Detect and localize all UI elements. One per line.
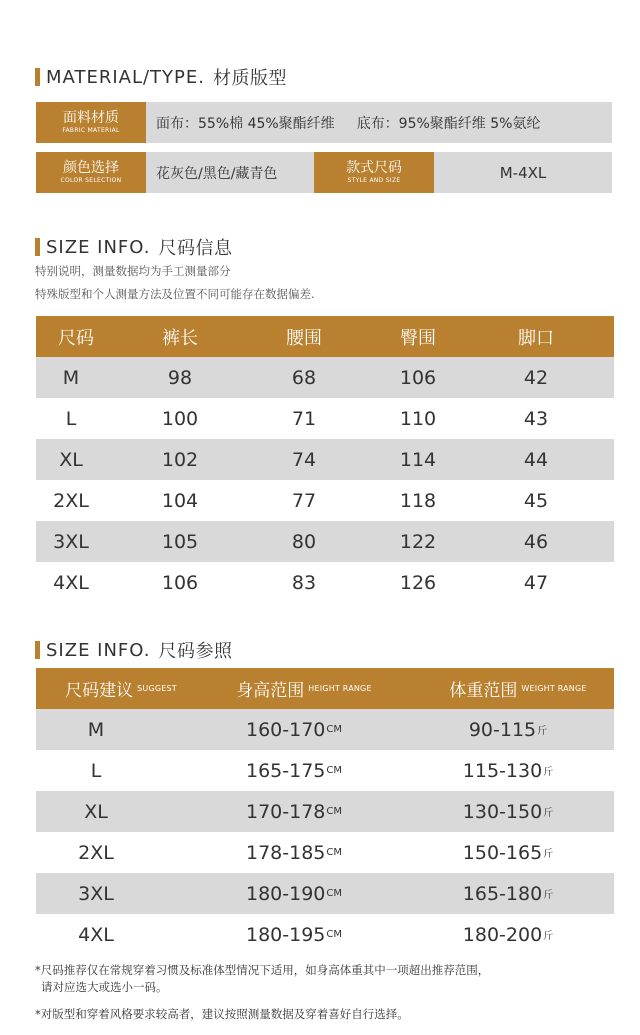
length-cell: 102: [161, 448, 199, 471]
suggest-cell: 4XL: [78, 923, 114, 946]
size-cell: 3XL: [53, 530, 89, 553]
title-accent-bar: [35, 68, 40, 86]
header-height-cn: 身高范围: [236, 681, 305, 701]
weight-unit: 斤: [543, 890, 554, 901]
fabric-row: [36, 102, 612, 143]
weight-value: 90-115: [468, 718, 537, 741]
hem-cell: 47: [523, 571, 549, 594]
header-length: 裤长: [162, 327, 198, 349]
fabric-tag: [36, 102, 146, 143]
material-title-cn: 材质版型: [212, 68, 287, 89]
hem-cell: 46: [523, 530, 549, 553]
table-row: [36, 750, 614, 791]
hem-cell: 42: [523, 366, 549, 389]
weight-cell: [428, 914, 588, 955]
table-row: [36, 791, 614, 832]
size-info-title-cn: 尺码信息: [158, 238, 233, 259]
length-cell: 105: [161, 530, 199, 553]
height-unit: CM: [326, 806, 342, 817]
header-height-en: HEIGHT RANGE: [308, 684, 372, 693]
height-unit: CM: [326, 724, 342, 735]
waist-cell: 80: [291, 530, 317, 553]
height-cell: [214, 791, 374, 832]
height-value: 160-170: [245, 718, 326, 741]
header-suggest-cn: 尺码建议: [65, 681, 134, 701]
size-ref-header: [36, 668, 614, 709]
sizes-cell: [434, 152, 612, 193]
table-row: [36, 914, 614, 955]
suggest-cell: XL: [84, 800, 108, 823]
waist-cell: 68: [291, 366, 317, 389]
table-row: [36, 357, 614, 398]
length-cell: 98: [167, 366, 193, 389]
height-value: 178-185: [245, 841, 326, 864]
colors-value: 花灰色/黑色/藏青色: [156, 165, 278, 182]
weight-cell: [428, 709, 588, 750]
height-unit: CM: [326, 888, 342, 899]
waist-cell: 74: [291, 448, 317, 471]
style-tag: [314, 152, 434, 193]
height-unit: CM: [326, 765, 342, 776]
hem-cell: 44: [523, 448, 549, 471]
footnote-line-2: 请对应选大或选小一码。: [41, 980, 168, 994]
header-waist: 腰围: [286, 327, 322, 349]
size-cell: 2XL: [53, 489, 89, 512]
weight-cell: [428, 832, 588, 873]
waist-cell: 71: [291, 407, 317, 430]
footnote-1: [35, 962, 489, 996]
weight-value: 130-150: [462, 800, 543, 823]
header-hip: 臀围: [400, 327, 436, 349]
fabric-tag-cn: 面料材质: [63, 109, 119, 126]
weight-unit: 斤: [543, 931, 554, 942]
height-value: 180-195: [245, 923, 326, 946]
weight-cell: [428, 873, 588, 914]
weight-value: 150-165: [462, 841, 543, 864]
size-ref-table: [36, 668, 614, 955]
length-cell: 104: [161, 489, 199, 512]
height-cell: [214, 832, 374, 873]
weight-value: 165-180: [462, 882, 543, 905]
size-note-1: 特别说明，测量数据均为手工测量部分: [35, 264, 231, 278]
size-ref-title: [35, 637, 232, 663]
size-cell: M: [62, 366, 80, 389]
size-cell: L: [65, 407, 77, 430]
title-accent-bar: [35, 238, 40, 256]
hip-cell: 126: [399, 571, 437, 594]
waist-cell: 83: [291, 571, 317, 594]
size-cell: XL: [59, 448, 83, 471]
hip-cell: 106: [399, 366, 437, 389]
hem-cell: 45: [523, 489, 549, 512]
size-ref-title-en: SIZE INFO.: [46, 639, 151, 661]
header-weight-en: WEIGHT RANGE: [521, 684, 587, 693]
weight-unit: 斤: [537, 726, 548, 737]
table-row: [36, 521, 614, 562]
height-value: 170-178: [245, 800, 326, 823]
size-info-header: [36, 316, 614, 357]
hip-cell: 110: [399, 407, 437, 430]
size-note-2: 特殊版型和个人测量方法及位置不同可能存在数据偏差.: [35, 287, 315, 301]
weight-cell: [428, 750, 588, 791]
suggest-cell: 2XL: [78, 841, 114, 864]
size-cell: 4XL: [53, 571, 89, 594]
weight-cell: [428, 791, 588, 832]
weight-value: 115-130: [462, 759, 543, 782]
height-unit: CM: [326, 929, 342, 940]
table-row: [36, 439, 614, 480]
size-info-title-en: SIZE INFO.: [46, 236, 151, 258]
table-row: [36, 709, 614, 750]
header-size: 尺码: [58, 327, 94, 349]
table-row: [36, 562, 614, 603]
table-row: [36, 398, 614, 439]
length-cell: 100: [161, 407, 199, 430]
weight-unit: 斤: [543, 849, 554, 860]
size-info-table: [36, 316, 614, 603]
color-tag-en: COLOR SELECTION: [60, 176, 122, 184]
header-hem: 脚口: [518, 327, 554, 349]
header-suggest: [36, 668, 206, 709]
length-cell: 106: [161, 571, 199, 594]
footnote-2: *对版型和穿着风格要求较高者，建议按照测量数据及穿着喜好自行选择。: [35, 1007, 409, 1021]
height-cell: [214, 750, 374, 791]
height-unit: CM: [326, 847, 342, 858]
color-style-row: [36, 152, 612, 193]
footnote-line-1: *尺码推荐仅在常规穿着习惯及标准体型情况下适用，如身高体重其中一项超出推荐范围，: [35, 963, 490, 977]
style-tag-en: STYLE AND SIZE: [347, 176, 401, 184]
material-title-en: MATERIAL/TYPE.: [46, 66, 205, 88]
table-row: [36, 480, 614, 521]
weight-unit: 斤: [543, 808, 554, 819]
fabric-base: 底布：95%聚酯纤维 5%氨纶: [356, 115, 541, 132]
material-section-title: [35, 64, 287, 90]
header-height: [214, 668, 394, 709]
weight-unit: 斤: [543, 767, 554, 778]
title-accent-bar: [35, 641, 40, 659]
suggest-cell: 3XL: [78, 882, 114, 905]
sizes-value: M-4XL: [499, 163, 547, 182]
weight-value: 180-200: [462, 923, 543, 946]
table-row: [36, 873, 614, 914]
color-tag-cn: 颜色选择: [63, 159, 119, 176]
height-cell: [214, 709, 374, 750]
height-cell: [214, 873, 374, 914]
fabric-face: 面布：55%棉 45%聚酯纤维: [156, 115, 335, 132]
suggest-cell: M: [87, 718, 105, 741]
suggest-cell: L: [90, 759, 102, 782]
hip-cell: 114: [399, 448, 437, 471]
size-ref-title-cn: 尺码参照: [158, 641, 233, 662]
colors-cell: [146, 152, 314, 193]
hem-cell: 43: [523, 407, 549, 430]
table-row: [36, 832, 614, 873]
size-info-title: [35, 234, 232, 260]
header-suggest-en: SUGGEST: [137, 684, 177, 693]
color-tag: [36, 152, 146, 193]
height-value: 165-175: [245, 759, 326, 782]
style-tag-cn: 款式尺码: [346, 159, 402, 176]
height-cell: [214, 914, 374, 955]
height-value: 180-190: [245, 882, 326, 905]
header-weight: [428, 668, 608, 709]
hip-cell: 122: [399, 530, 437, 553]
hip-cell: 118: [399, 489, 437, 512]
header-weight-cn: 体重范围: [449, 681, 518, 701]
fabric-tag-en: FABRIC MATERIAL: [62, 126, 120, 134]
waist-cell: 77: [291, 489, 317, 512]
